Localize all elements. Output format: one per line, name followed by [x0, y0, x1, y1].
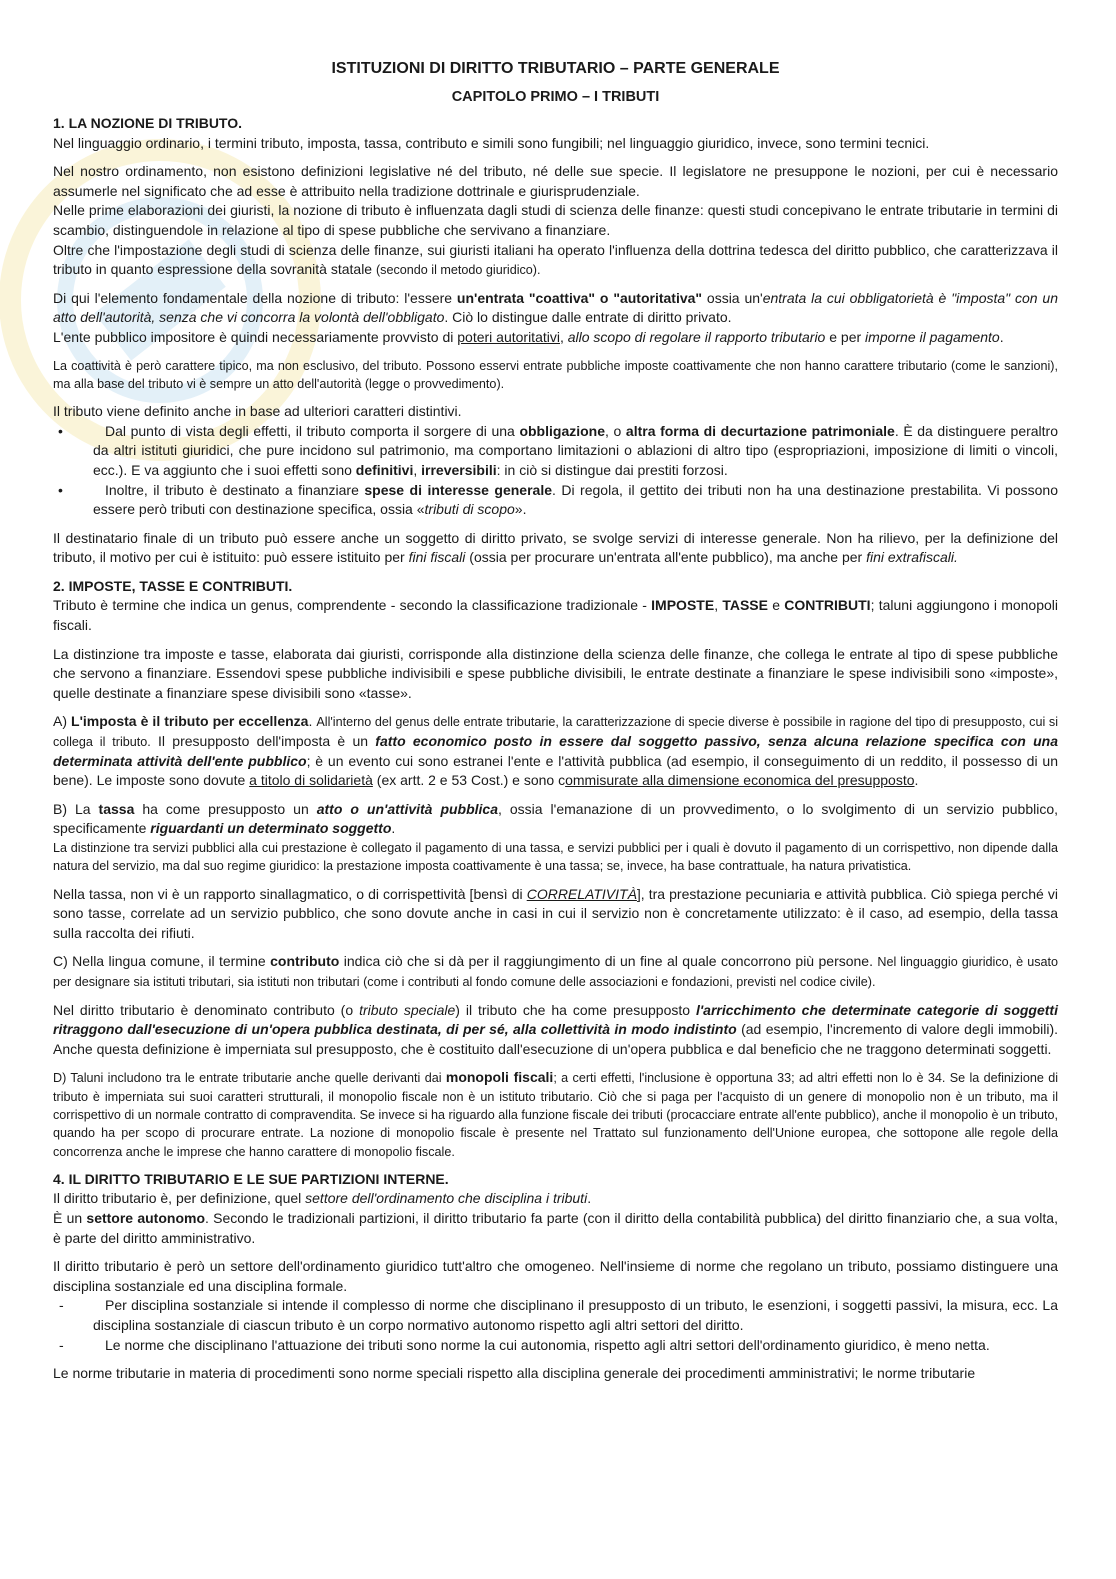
- paragraph: La coattività è però carattere tipico, ma non esclusivo, del tributo. Possono esservi entrate pubbliche imposte coattivamente che non hanno carattere tributario (come le sanzioni), ma alla base del tributo vi è sempre un atto dell'autorità (legge o provvedimento).: [53, 358, 1058, 391]
- paragraph: Nel diritto tributario è denominato contributo (o tributo speciale) il tributo che ha come presupposto l'arricchimento che determinate categorie di soggetti ritraggono dall'esecuzione di un'opera pubblica destinata, di per sé, alla collettività in modo indistinto (ad esempio, l'incremento di valore degli immobili). Anche questa definizione è imperniata sul presupposto, che è costituito dall'esecuzione di un'opera pubblica e dal beneficio che ne traggono determinati soggetti.: [53, 1001, 1059, 1057]
- paragraph: Nella tassa, non vi è un rapporto sinallagmatico, o di corrispettività [bensì di CORRELATIVITÀ], tra prestazione pecuniaria e attività pubblica. Ciò spiega perché vi sono tasse, correlate ad un servizio pubblico, che sono dovute anche in casi in cui il servizio non è concretamente utilizzato: è il caso, ad esempio, della tassa sulla raccolta dei rifiuti.: [53, 885, 1058, 941]
- paragraph: Tributo è termine che indica un genus, comprendente - secondo la classificazione tradizionale - IMPOSTE, TASSE e CONTRIBUTI; taluni aggiungono i monopoli fiscali.: [53, 597, 1059, 634]
- dash-marker: -: [59, 1336, 64, 1353]
- section-heading-1: 1. LA NOZIONE DI TRIBUTO.: [53, 115, 243, 131]
- paragraph-tassa: B) La tassa ha come presupposto un atto o un'attività pubblica, ossia l'emanazione di un provvedimento, o lo svolgimento di un servizio pubblico, specificamente riguardanti un determinato soggetto.: [53, 800, 1059, 837]
- bullet-marker: •: [58, 481, 63, 498]
- paragraph: È un settore autonomo. Secondo le tradizionali partizioni, il diritto tributario fa parte (con il diritto della contabilità pubblica) del diritto finanziario che, a sua volta, è parte del diritto amministrativo.: [53, 1210, 1058, 1246]
- paragraph: Il diritto tributario è però un settore dell'ordinamento giuridico tutt'altro che omogeneo. Nell'insieme di norme che regolano un tributo, possiamo distinguere una disciplina sostanziale ed una disciplina formale.: [53, 1258, 1058, 1294]
- chapter-title: CAPITOLO PRIMO – I TRIBUTI: [451, 89, 660, 105]
- document-body: [53, 58, 1058, 1384]
- list-item: • Dal punto di vista degli effetti, il tributo comporta il sorgere di una obbligazione, o altra forma di decurtazione patrimoniale. È da distinguere peraltro da altri istituti giuridici, che pure incidono sul patrimonio, ma comportano limitazioni o ablazioni di altro tipo (espropriazioni, imposizione di limiti o vincoli, ecc.). E va aggiunto che i suoi effetti sono definitivi, irreversibili: in ciò si distingue dai prestiti forzosi.: [58, 422, 1058, 478]
- paragraph: La distinzione tra servizi pubblici alla cui prestazione è collegato il pagamento di una tassa, e servizi pubblici per i quali è dovuto il pagamento di un corrispettivo, non dipende dalla natura del servizio, ma dal suo regime giuridico: la prestazione imposta coattivamente è una tassa; se, invece, ha base contrattuale, ha natura privatistica.: [53, 841, 1058, 874]
- list-item: - Le norme che disciplinano l'attuazione dei tributi sono norme la cui autonomia, rispetto agli altri settori dell'ordinamento giuridico, è meno netta.: [53, 1336, 1058, 1356]
- bullet-marker: •: [58, 422, 63, 439]
- paragraph: Nelle prime elaborazioni dei giuristi, la nozione di tributo è influenzata dagli studi di scienza delle finanze: questi studi concepivano le entrate tributarie in termini di scambio, distinguendole in relazione al tipo di spese pubbliche che servivano a finanziare.: [53, 202, 1058, 238]
- paragraph-contributo: C) Nella lingua comune, il termine contributo indica ciò che si dà per il raggiungimento di un fine al quale concorrono più persone. Nel linguaggio giuridico, è usato per designare sia istituti tributari, sia istituti non tributari (come i contributi al fondo comune delle associazioni e fondazioni, previsti nel codice civile).: [53, 953, 1058, 989]
- list-item: - Per disciplina sostanziale si intende il complesso di norme che disciplinano il presupposto di un tributo, le esenzioni, i soggetti passivi, la misura, ecc. La disciplina sostanziale di ciascun tributo è un corpo normativo autonomo rispetto agli altri settori del diritto.: [59, 1297, 1058, 1333]
- paragraph-imposta: A) L'imposta è il tributo per eccellenza. All'interno del genus delle entrate tributarie, la caratterizzazione di specie diverse è possibile in ragione del tipo di presupposto, cui si collega il tributo. Il presupposto dell'imposta è un fatto economico posto in essere dal soggetto passivo, senza alcuna relazione specifica con una determinata attività dell'ente pubblico; è un evento cui sono estranei l'ente e l'attività pubblica (ad esempio, il conseguimento di un reddito, il possesso di un bene). Le imposte sono dovute a titolo di solidarietà (ex artt. 2 e 53 Cost.) e sono commisurate alla dimensione economica del presupposto.: [53, 713, 1058, 789]
- dash-marker: -: [59, 1297, 64, 1314]
- paragraph: Il destinatario finale di un tributo può essere anche un soggetto di diritto privato, se svolge servizi di interesse generale. Non ha rilievo, per la definizione del tributo, il motivo per cui è istituito: può essere istituito per fini fiscali (ossia per procurare un'entrata all'ente pubblico), ma anche per fini extrafiscali.: [53, 529, 1058, 566]
- paragraph: La distinzione tra imposte e tasse, elaborata dai giuristi, corrisponde alla distinzione della scienza delle finanze, che collega le entrate al tipo di spese pubbliche che servono a finanziare. Essendovi spese pubbliche indivisibili e spese pubbliche divisibili, le entrate destinate a finanziare le spese indivisibili sono «imposte», quelle destinate a finanziare spese divisibili sono «tasse».: [53, 645, 1058, 701]
- paragraph: Nel nostro ordinamento, non esistono definizioni legislative né del tributo, né delle sue specie. Il legislatore ne presuppone le nozioni, per cui è necessario assumerle nel significato che ad esse è attribuito nella tradizione dottrinale e giurisprudenziale.: [53, 163, 1058, 199]
- document-title: ISTITUZIONI DI DIRITTO TRIBUTARIO – PARTE GENERALE: [331, 60, 780, 77]
- paragraph-monopoli: D) Taluni includono tra le entrate tributarie anche quelle derivanti dai monopoli fiscali; a certi effetti, l'inclusione è opportuna 33; ad altri effetti non lo è 34. Se la definizione di tributo è imperniata sui suoi caratteri strutturali, il monopolio fiscale non è un istituto tributario. Ciò che si paga per l'acquisto di un genere di monopolio non è un tributo, ma il corrispettivo di un normale contratto di compravendita. Se invece si ha riguardo alla funzione fiscale dei tributi (procacciare entrate all'ente pubblico), anche il monopolio è un tributo, quando ha per scopo di procurare entrate. La nozione di monopolio fiscale è presente nel Trattato sul funzionamento dell'Unione europea, che sottopone alle regole della concorrenza anche le imprese che hanno carattere di monopolio fiscale.: [53, 1069, 1058, 1159]
- paragraph: Il tributo viene definito anche in base ad ulteriori caratteri distintivi.: [53, 403, 462, 420]
- paragraph: Il diritto tributario è, per definizione, quel settore dell'ordinamento che disciplina i tributi.: [53, 1190, 592, 1207]
- section-heading-2: 2. IMPOSTE, TASSE E CONTRIBUTI.: [53, 577, 293, 594]
- paragraph: Di qui l'elemento fondamentale della nozione di tributo: l'essere un'entrata "coattiva" o "autoritativa" ossia un'entrata la cui obbligatorietà è "imposta" con un atto dell'autorità, senza che vi concorra la volontà dell'obbligato. Ciò lo distingue dalle entrate di diritto privato.: [53, 289, 1058, 326]
- paragraph: L'ente pubblico impositore è quindi necessariamente provvisto di poteri autoritativi, allo scopo di regolare il rapporto tributario e per imporne il pagamento.: [53, 328, 1004, 345]
- paragraph: Oltre che l'impostazione degli studi di scienza delle finanze, sui giuristi italiani ha operato l'influenza della dottrina tedesca del diritto pubblico, che caratterizzava il tributo in quanto espressione della sovranità statale (secondo il metodo giuridico).: [53, 241, 1058, 278]
- list-item: • Inoltre, il tributo è destinato a finanziare spese di interesse generale. Di regola, il gettito dei tributi non ha una destinazione prestabilita. Vi possono essere però tributi con destinazione specifica, ossia «tributi di scopo».: [58, 481, 1058, 518]
- section-heading-4: 4. IL DIRITTO TRIBUTARIO E LE SUE PARTIZIONI INTERNE.: [53, 1170, 449, 1187]
- paragraph: Nel linguaggio ordinario, i termini tributo, imposta, tassa, contributo e simili sono fungibili; nel linguaggio giuridico, invece, sono termini tecnici.: [53, 134, 930, 151]
- paragraph: Le norme tributarie in materia di procedimenti sono norme speciali rispetto alla disciplina generale dei procedimenti amministrativi; le norme tributarie: [53, 1365, 976, 1382]
